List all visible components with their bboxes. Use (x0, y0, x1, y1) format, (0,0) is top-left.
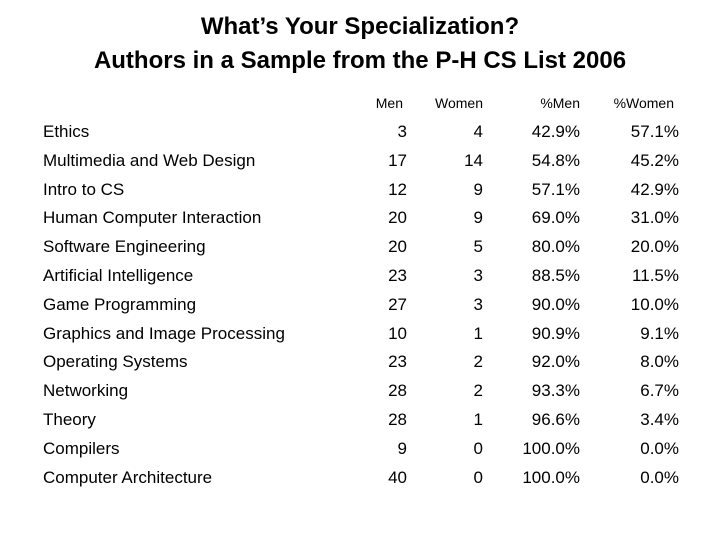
row-men-count: 17 (388, 150, 407, 170)
row-women-count: 4 (473, 122, 483, 141)
row-percent-men: 100.0% (522, 438, 580, 458)
row-percent-men: 93.3% (531, 381, 580, 401)
row-percent-women: 57.1% (630, 122, 679, 141)
row-percent-men: 90.0% (531, 294, 580, 314)
row-women-count: 1 (473, 323, 483, 343)
row-subject: Theory (43, 409, 96, 429)
row-men-count: 27 (388, 294, 407, 314)
table-row (0, 463, 720, 492)
row-subject: Computer Architecture (43, 467, 213, 487)
row-percent-women: 11.5% (632, 265, 679, 285)
row-subject: Game Programming (43, 294, 197, 314)
table-row (0, 376, 720, 405)
page-title: What’s Your Specialization? (200, 13, 520, 40)
row-men-count: 20 (388, 208, 407, 228)
row-percent-women: 8.0% (640, 352, 679, 372)
row-subject: Multimedia and Web Design (43, 150, 256, 170)
row-men-count: 10 (388, 323, 407, 343)
table-row (0, 434, 720, 463)
row-percent-women: 6.7% (640, 381, 679, 401)
row-men-count: 28 (388, 409, 407, 429)
row-percent-men: 90.9% (531, 323, 580, 343)
column-header-percent-women: %Women (613, 95, 674, 111)
column-header-percent-men: %Men (540, 95, 580, 111)
table-row (0, 261, 720, 290)
row-percent-women: 10.0% (630, 294, 679, 314)
row-subject: Artificial Intelligence (43, 265, 194, 285)
row-percent-men: 96.6% (531, 409, 580, 429)
row-women-count: 9 (473, 179, 483, 199)
row-men-count: 12 (388, 179, 407, 199)
row-subject: Networking (43, 381, 129, 401)
row-percent-women: 42.9% (630, 179, 679, 199)
row-subject: Intro to CS (43, 179, 125, 199)
row-percent-women: 0.0% (640, 438, 679, 458)
column-header-women: Women (435, 95, 483, 111)
row-women-count: 2 (473, 381, 483, 401)
row-percent-women: 20.0% (630, 237, 679, 257)
table-row (0, 290, 720, 319)
row-men-count: 28 (388, 381, 407, 401)
row-women-count: 9 (473, 208, 483, 228)
page-subtitle: Authors in a Sample from the P-H CS List 2006 (93, 47, 627, 74)
row-men-count: 3 (397, 122, 407, 141)
row-men-count: 23 (388, 265, 407, 285)
row-percent-men: 80.0% (531, 237, 580, 257)
row-percent-women: 0.0% (640, 467, 679, 487)
row-men-count: 23 (388, 352, 407, 372)
row-men-count: 20 (388, 237, 407, 257)
column-header-men: Men (375, 95, 403, 111)
row-percent-women: 9.1% (640, 323, 679, 343)
row-percent-men: 57.1% (531, 179, 580, 199)
row-percent-women: 45.2% (630, 150, 679, 170)
table-row (0, 146, 720, 175)
row-men-count: 9 (397, 438, 407, 458)
row-women-count: 3 (473, 294, 483, 314)
row-women-count: 0 (473, 467, 483, 487)
row-men-count: 40 (388, 467, 407, 487)
row-subject: Compilers (43, 438, 120, 458)
row-percent-men: 69.0% (531, 208, 580, 228)
row-women-count: 1 (473, 409, 483, 429)
row-percent-men: 92.0% (531, 352, 580, 372)
table-row (0, 117, 720, 146)
row-women-count: 0 (473, 438, 483, 458)
row-percent-men: 54.8% (531, 150, 580, 170)
row-percent-men: 100.0% (522, 467, 580, 487)
row-women-count: 3 (473, 265, 483, 285)
row-subject: Ethics (43, 122, 90, 141)
row-percent-men: 88.5% (531, 265, 580, 285)
specialization-table (0, 117, 720, 491)
row-percent-men: 42.9% (531, 122, 580, 141)
row-subject: Operating Systems (43, 352, 188, 372)
row-women-count: 5 (473, 237, 483, 257)
row-percent-women: 3.4% (640, 409, 679, 429)
table-row (0, 347, 720, 376)
table-row (0, 175, 720, 204)
table-row (0, 232, 720, 261)
table-row (0, 319, 720, 348)
row-percent-women: 31.0% (630, 208, 679, 228)
row-subject: Human Computer Interaction (43, 208, 262, 228)
row-subject: Software Engineering (43, 237, 206, 257)
row-women-count: 14 (464, 150, 483, 170)
table-row (0, 405, 720, 434)
row-subject: Graphics and Image Processing (43, 323, 285, 343)
row-women-count: 2 (473, 352, 483, 372)
table-row (0, 203, 720, 232)
